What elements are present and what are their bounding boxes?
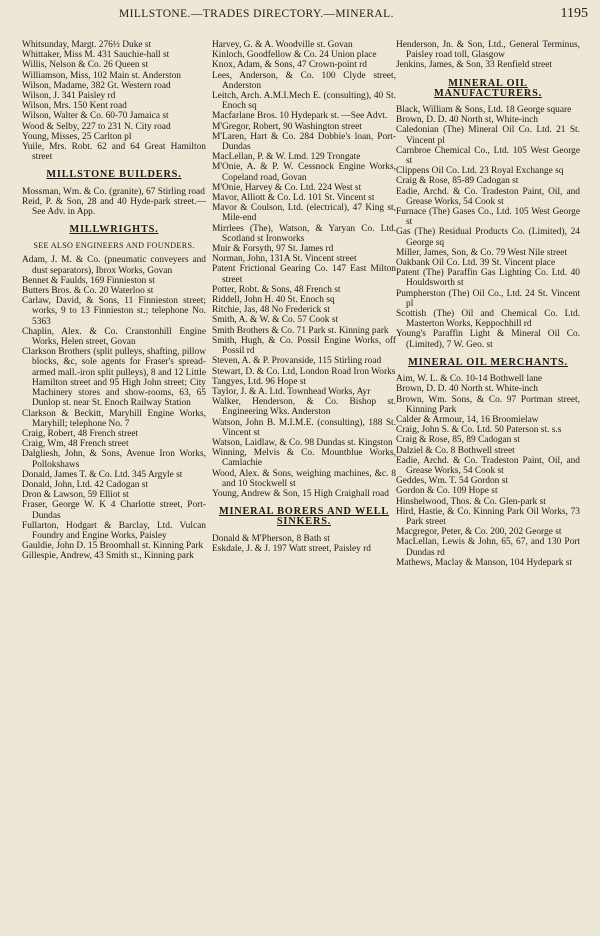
directory-entry: Wilson, Mrs. 150 Kent road xyxy=(22,101,127,112)
directory-entry: Clarkson Brothers (split pulleys, shafting, pillow blocks, &c, sole agents for Fraser's spread-armed mall.-iron split pulleys), 8 and 12 Little Hamilton street and 95 High John street; City Machinery stores and show-rooms, 63, 65 Dunlop st. near St. Enoch Railway Station xyxy=(22,347,206,409)
directory-entry: Mossman, Wm. & Co. (granite), 67 Stirling road xyxy=(22,186,205,197)
directory-entry: Black, William & Sons, Ltd. 18 George square xyxy=(396,105,572,116)
directory-entry: Brown, D. D. 40 North st, White-inch xyxy=(396,115,538,126)
directory-entry: Bennet & Faulds, 169 Finnieston st xyxy=(22,275,155,286)
directory-entry: Carlaw, David, & Sons, 11 Finnieston street; works, 9 to 13 Finnieston st.; telephone No. 5363 xyxy=(22,296,206,327)
directory-entry: Gas (The) Residual Products Co. (Limited), 24 George sq xyxy=(396,227,580,248)
directory-entry: Brown, D. D. 40 North st. White-inch xyxy=(396,384,538,395)
section-subheading: SEE ALSO ENGINEERS AND FOUNDERS. xyxy=(33,241,195,251)
directory-entry: Smith Brothers & Co. 71 Park st. Kinning park xyxy=(212,325,389,336)
directory-entry: Gordon & Co. 109 Hope st xyxy=(396,486,498,497)
directory-entry: Eadie, Archd. & Co. Tradeston Paint, Oil, and Grease Works, 54 Cook st xyxy=(396,455,580,476)
directory-entry: Wilson, Walter & Co. 60-70 Jamaica st xyxy=(22,111,169,122)
directory-entry: MacLellan, P. & W. Lmd. 129 Trongate xyxy=(212,152,361,163)
directory-entry: Young, Misses, 25 Carlton pl xyxy=(22,131,132,142)
section-heading: MINERAL BORERS AND WELL SINKERS. xyxy=(218,506,390,528)
directory-entry: Jenkins, James, & Son, 33 Renfield street xyxy=(396,60,552,71)
directory-entry: Mathews, Maclay & Manson, 104 Hydepark st xyxy=(396,557,573,568)
directory-entry: Dalziel & Co. 8 Bothwell street xyxy=(396,445,515,456)
section-heading: MINERAL OIL MERCHANTS. xyxy=(408,356,568,368)
directory-entry: Macgregor, Peter, & Co. 200, 202 George st xyxy=(396,527,562,538)
directory-entry: Williamson, Miss, 102 Main st. Anderston xyxy=(22,70,181,81)
page-header xyxy=(18,2,590,28)
directory-entry: Tangyes, Ltd. 96 Hope st xyxy=(212,376,307,387)
directory-entry: M'Laren, Hart & Co. 284 Dobbie's loan, Port-Dundas xyxy=(212,131,396,153)
directory-entry: Walker, Henderson, & Co. Bishop st. Engineering Wks. Anderston xyxy=(212,397,396,418)
directory-entry: Miller, James, Son, & Co. 79 West Nile street xyxy=(396,247,568,258)
section-heading: MILLWRIGHTS. xyxy=(69,224,159,236)
directory-entry: Watson, John B. M.I.M.E. (consulting), 188 St. Vincent st xyxy=(212,417,396,438)
directory-entry: Adam, J. M. & Co. (pneumatic conveyers and dust separators), Ibrox Works, Govan xyxy=(22,255,206,276)
directory-entry: Craig, John S. & Co. Ltd. 50 Paterson st. s.s xyxy=(396,425,562,436)
directory-entry: Donald, James T. & Co. Ltd. 345 Argyle st xyxy=(22,469,183,480)
directory-entry: Potter, Robt. & Sons, 48 French st xyxy=(212,284,341,295)
running-head: MILLSTONE.—TRADES DIRECTORY.—MINERAL. xyxy=(119,8,394,20)
directory-entry: Mavor & Coulson, Ltd. (electrical), 47 King st, Mile-end xyxy=(212,203,396,224)
directory-entry: Clippens Oil Co. Ltd. 23 Royal Exchange sq xyxy=(396,166,564,177)
directory-entry: Mavor, Alliott & Co. Ld. 101 St. Vincent st xyxy=(212,193,375,204)
directory-entry: Stewart, D. & Co. Ltd, London Road Iron Works xyxy=(212,366,396,377)
directory-entry: Henderson, Jn. & Son, Ltd., General Terminus, Paisley road toll, Glasgow xyxy=(396,40,580,61)
directory-entry: Smith, A. & W. & Co. 57 Cook st xyxy=(212,315,339,326)
directory-entry: Oakbank Oil Co. Ltd. 39 St. Vincent place xyxy=(396,258,556,269)
directory-entry: Macfarlane Bros. 10 Hydepark st. —See Advt. xyxy=(212,111,388,122)
directory-entry: Wilson, J. 341 Paisley rd xyxy=(22,91,116,102)
directory-entry: Patent Frictional Gearing Co. 147 East Milton street xyxy=(212,264,396,285)
directory-entry: Willis, Nelson & Co. 26 Queen st xyxy=(22,60,149,71)
directory-entry: Yuile, Mrs. Robt. 62 and 64 Great Hamilton street xyxy=(22,142,206,163)
directory-entry: Kinloch, Goodfellow & Co. 24 Union place xyxy=(212,50,377,61)
directory-entry: Lees, Anderson, & Co. 100 Clyde street, Anderston xyxy=(212,70,396,91)
directory-entry: Taylor, J. & A. Ltd. Townhead Works, Ayr xyxy=(212,386,371,397)
directory-entry: Donald, John, Ltd. 42 Cadogan st xyxy=(22,479,149,490)
column-right xyxy=(396,40,580,568)
directory-entry: Wood, Alex. & Sons, weighing machines, &c. 8 and 10 Stockwell st xyxy=(212,468,396,489)
directory-entry: Calder & Armour, 14, 16 Broomielaw xyxy=(396,414,539,425)
directory-entry: Gauldie, John D. 15 Broomhall st. Kinning Park xyxy=(22,541,204,552)
directory-entry: Gillespie, Andrew, 43 Smith st., Kinning park xyxy=(22,551,194,562)
directory-entry: Chaplin, Alex. & Co. Cranstonhill Engine Works, Helen street, Govan xyxy=(22,326,206,348)
column-middle xyxy=(212,40,396,554)
directory-entry: Craig & Rose, 85-89 Cadogan st xyxy=(396,176,519,187)
directory-entry: M'Onie, Harvey & Co. Ltd. 224 West st xyxy=(212,182,362,193)
directory-entry: M'Onie, A. & P. W. Cessnock Engine Works, Copeland road, Govan xyxy=(212,162,396,183)
section-heading: MILLSTONE BUILDERS. xyxy=(46,169,182,181)
directory-entry: Eskdale, J. & J. 197 Watt street, Paisley rd xyxy=(212,543,371,554)
directory-entry: Fullarton, Hodgart & Barclay, Ltd. Vulcan Foundry and Engine Works, Paisley xyxy=(22,520,206,541)
directory-entry: Harvey, G. & A. Woodville st. Govan xyxy=(212,40,353,50)
directory-entry: Dalgliesh, John, & Sons, Avenue Iron Works, Pollokshaws xyxy=(22,449,206,470)
directory-entry: Whitsunday, Margt. 276½ Duke st xyxy=(22,40,152,50)
directory-entry: Carnbroe Chemical Co., Ltd. 105 West George st xyxy=(396,145,580,167)
directory-entry: Pumpherston (The) Oil Co., Ltd. 24 St. Vincent pl xyxy=(396,288,580,309)
directory-entry: Eadie, Archd. & Co. Tradeston Paint, Oil, and Grease Works, 54 Cook st xyxy=(396,186,580,207)
directory-entry: Scottish (The) Oil and Chemical Co. Ltd. Masterton Works, Keppochhill rd xyxy=(396,309,580,330)
directory-entry: Furnace (The) Gases Co., Ltd. 105 West George st xyxy=(396,207,580,228)
directory-entry: Winning, Melvis & Co. Mountblue Works, Camlachie xyxy=(212,448,396,469)
directory-entry: Geddes, Wm. T. 54 Gordon st xyxy=(396,476,508,487)
directory-entry: Mirrlees (The), Watson, & Yaryan Co. Ltd. Scotland st Ironworks xyxy=(212,223,396,244)
directory-entry: Hinshelwood, Thos. & Co. Glen-park st xyxy=(396,496,546,507)
directory-entry: Craig & Rose, 85, 89 Cadogan st xyxy=(396,435,520,446)
directory-entry: Ritchie, Jas, 48 No Frederick st xyxy=(212,305,330,316)
directory-entry: Fraser, George W. K 4 Charlotte street, Port-Dundas xyxy=(22,500,206,521)
directory-entry: Craig, Robert, 48 French street xyxy=(22,428,139,439)
section-heading: MINERAL OIL MANUFACTURERS. xyxy=(434,77,542,99)
directory-entry: Dron & Lawson, 59 Elliot st xyxy=(22,490,129,501)
directory-entry: Wilson, Madame, 382 Gt. Western road xyxy=(22,80,171,91)
directory-entry: Riddell, John H. 40 St. Enoch sq xyxy=(212,295,335,306)
directory-entry: Watson, Laidlaw, & Co. 98 Dundas st. Kingston xyxy=(212,437,393,448)
directory-entry: Patent (The) Paraffin Gas Lighting Co. Ltd. 40 Houldsworth st xyxy=(396,268,580,289)
directory-entry: Caledonian (The) Mineral Oil Co. Ltd. 21 St. Vincent pl xyxy=(396,125,580,146)
directory-entry: Young's Paraffin Light & Mineral Oil Co. (Limited), 7 W. Geo. st xyxy=(396,329,580,350)
directory-entry: Smith, Hugh, & Co. Possil Engine Works, off Possil rd xyxy=(212,335,396,357)
directory-entry: M'Gregor, Robert, 90 Washington street xyxy=(212,121,362,132)
directory-entry: Aim, W. L. & Co. 10-14 Bothwell lane xyxy=(396,374,543,385)
directory-entry: Knox, Adam, & Sons, 47 Crown-point rd xyxy=(212,60,367,71)
directory-entry: MacLellan, Lewis & John, 65, 67, and 130 Port Dundas rd xyxy=(396,537,580,558)
column-left xyxy=(22,40,206,562)
directory-entry: Craig, Wm, 48 French street xyxy=(22,439,129,450)
directory-entry: Steven, A. & P. Provanside, 115 Stirling road xyxy=(212,356,382,367)
directory-entry: Brown, Wm. Sons, & Co. 97 Portman street, Kinning Park xyxy=(396,394,580,415)
directory-entry: Wood & Selby, 227 to 231 N. City road xyxy=(22,121,171,132)
directory-entry: Whittaker, Miss M. 431 Sauchie-hall st xyxy=(22,50,170,61)
directory-entry: Young, Andrew & Son, 15 High Craighall road xyxy=(212,488,389,499)
directory-entry: Norman, John, 131A St. Vincent street xyxy=(212,254,357,265)
directory-entry: Hird, Hastie, & Co. Kinning Park Oil Works, 73 Park street xyxy=(396,506,580,527)
directory-entry: Butters Bros. & Co. 20 Waterloo st xyxy=(22,286,154,297)
page-number: 1195 xyxy=(560,6,588,21)
directory-entry: Leitch, Arch. A.M.I.Mech E. (consulting), 40 St. Enoch sq xyxy=(212,91,396,112)
directory-entry: Reid, P. & Son, 28 and 40 Hyde-park street.—See Adv. in App. xyxy=(22,196,206,218)
directory-entry: Donald & M'Pherson, 8 Bath st xyxy=(212,533,330,544)
directory-entry: Muir & Forsyth, 97 St. James rd xyxy=(212,244,334,255)
directory-entry: Clarkson & Beckitt, Maryhill Engine Works, Maryhill; telephone No. 7 xyxy=(22,408,206,429)
